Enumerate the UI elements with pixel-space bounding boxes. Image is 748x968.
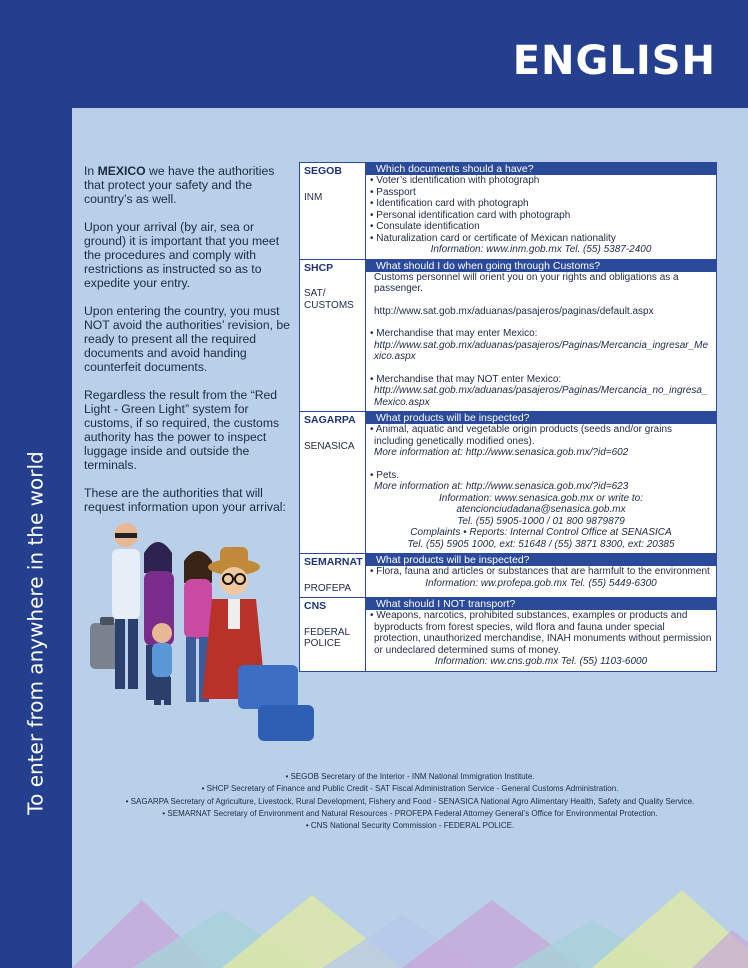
- intro-paragraph: These are the authorities that will request information upon your arrival:: [84, 486, 286, 514]
- intro-text-run: we have the authorities that protect your safety and the country’s as well.: [84, 164, 275, 206]
- intro-paragraph: [84, 164, 290, 206]
- vertical-title-box: [10, 428, 62, 838]
- language-title: ENGLISH: [512, 38, 716, 84]
- list-item: • Animal, aquatic and vegetable origin products (seeds and/or grains including genetically modified ones).: [370, 424, 673, 447]
- left-sidebar: [0, 108, 72, 968]
- row-body: [366, 598, 716, 671]
- answer-cell: [366, 175, 716, 259]
- row-body: [366, 260, 716, 412]
- agency-cell: [300, 554, 366, 597]
- agency-sub: FEDERAL POLICE: [304, 626, 350, 649]
- agency-cell: [300, 412, 366, 553]
- page-header: [0, 0, 748, 108]
- agency-abbr: SHCP: [304, 261, 334, 274]
- intro-paragraph: Upon entering the country, you must NOT avoid the authorities’ revision, be ready to present all the required documents and avoid handing counterfeit documents.: [84, 304, 290, 374]
- list-item: • Identification card with photograph: [370, 198, 529, 209]
- list-item: • Merchandise that may NOT enter Mexico:: [370, 373, 562, 385]
- spacer: [370, 317, 712, 328]
- agency-cell: [300, 260, 366, 412]
- intro-text-run: In: [84, 164, 98, 178]
- list-item: • Consulate identification: [370, 221, 480, 232]
- row-body: [366, 554, 716, 597]
- decorative-triangles: [72, 880, 748, 968]
- info-line: Information: www.inm.gob.mx Tel. (55) 5387-2400: [430, 244, 652, 255]
- list-item: • Passport: [370, 186, 416, 198]
- table-row-shcp: [300, 260, 716, 413]
- list-item: • Weapons, narcotics, prohibited substances, examples or products and byproducts from forest species, wild flora and fauna under special protection, unauthorized merchandise, INAH monuments without permission or undeclared determined sums of money.: [370, 610, 712, 656]
- intro-paragraph: Regardless the result from the “Red Light - Green Light” system for customs, if so required, the customs authority has the power to inspect luggage inside and outside the terminals.: [84, 388, 280, 472]
- footnote: • SEMARNAT Secretary of Environment and Natural Resources - PROFEPA Federal Attorney General’s Office for Environmental Protection.: [162, 808, 658, 818]
- question-header: What should I do when going through Customs?: [366, 260, 716, 272]
- list-item: • Pets.: [370, 469, 400, 481]
- spacer: [370, 459, 712, 470]
- agency-abbr: SAGARPA: [304, 414, 356, 426]
- more-info: More information at: http://www.senasica.gob.mx/?id=623: [374, 481, 629, 492]
- list-item: • Naturalization card or certificate of Mexican nationality: [370, 232, 616, 244]
- table-row-sagarpa: [300, 412, 716, 554]
- intro-mexico-bold: MEXICO: [97, 164, 146, 178]
- answer-cell: [366, 272, 716, 412]
- list-item: • Merchandise that may enter Mexico:: [370, 328, 538, 339]
- answer-cell: [366, 566, 716, 592]
- agency-cell: [300, 598, 366, 671]
- answer-cell: [366, 424, 716, 553]
- intro-text: [84, 164, 290, 528]
- agency-sub: SENASICA: [304, 440, 355, 452]
- answer-cell: [366, 610, 716, 671]
- phone-line: Tel. (55) 5905-1000 / 01 800 9879879: [457, 515, 625, 527]
- url-link[interactable]: http://www.sat.gob.mx/aduanas/pasajeros/Paginas/Mercancia_ingresar_Mexico.aspx: [374, 339, 709, 362]
- row-body: [366, 412, 716, 553]
- footnote: • CNS National Security Commission - FEDERAL POLICE.: [305, 821, 515, 831]
- footnote: • SEGOB Secretary of the Interior - INM National Immigration Institute.: [285, 772, 535, 781]
- agency-cell: [300, 163, 366, 259]
- row-body: [366, 163, 716, 259]
- info-line: Information: ww.cns.gob.mx Tel. (55) 1103-6000: [434, 656, 648, 667]
- email-link[interactable]: atencionciudadana@senasica.gob.mx: [456, 504, 626, 515]
- authorities-table: [299, 162, 717, 672]
- table-row-semarnat: [300, 554, 716, 598]
- info-line: Information: www.senasica.gob.mx or write to:: [439, 492, 643, 504]
- agency-sub: PROFEPA: [304, 582, 352, 594]
- phone-line: Tel. (55) 5905 1000, ext: 51648 / (55) 3871 8300, ext: 20385: [407, 538, 675, 550]
- list-item: • Flora, fauna and articles or substances that are harmfult to the environment: [370, 566, 710, 577]
- list-item: • Personal identification card with photograph: [370, 209, 571, 221]
- complaints-line: Complaints • Reports: Internal Control Office at SENASICA: [410, 527, 672, 538]
- text-line: Customs personnel will orient you on your rights and obligations as a passenger.: [374, 271, 679, 294]
- agency-abbr: SEGOB: [304, 165, 342, 177]
- table-row-cns: [300, 598, 716, 671]
- spacer: [370, 363, 712, 374]
- more-info: More information at: http://www.senasica.gob.mx/?id=602: [374, 447, 629, 458]
- travelers-family-illustration: [88, 515, 320, 755]
- info-line: Information: ww.profepa.gob.mx Tel. (55) 5449-6300: [425, 577, 657, 589]
- agency-sub: SAT/ CUSTOMS: [304, 288, 354, 311]
- footnote: • SAGARPA Secretary of Agriculture, Livestock, Rural Development, Fishery and Food - SENASICA National Agro Alimentary Health, Safety and Quality Service.: [125, 796, 695, 806]
- footnotes: [80, 771, 740, 832]
- agency-sub: INM: [304, 191, 323, 203]
- vertical-title: To enter from anywhere in the world: [24, 451, 49, 815]
- agency-abbr: SEMARNAT: [304, 556, 363, 568]
- url-link[interactable]: http://www.sat.gob.mx/aduanas/pasajeros/Paginas/Mercancia_no_ingresa_Mexico.aspx: [374, 385, 708, 408]
- agency-abbr: CNS: [304, 600, 327, 612]
- question-header: What products will be inspected?: [366, 412, 716, 424]
- intro-paragraph: Upon your arrival (by air, sea or ground) it is important that you meet the procedures and comply with restrictions as instructed so as to expedite your entry.: [84, 220, 280, 290]
- list-item: • Voter’s identification with photograph: [370, 175, 540, 186]
- question-header: Which documents should a have?: [366, 163, 716, 175]
- question-header: What should I NOT transport?: [366, 598, 716, 610]
- spacer: [370, 295, 712, 306]
- table-row-segob: [300, 163, 716, 260]
- url-link[interactable]: http://www.sat.gob.mx/aduanas/pasajeros/paginas/default.aspx: [374, 305, 654, 317]
- question-header: What products will be inspected?: [366, 554, 716, 566]
- footnote: • SHCP Secretary of Finance and Public Credit - SAT Fiscal Administration Service - General Customs Administration.: [201, 784, 619, 794]
